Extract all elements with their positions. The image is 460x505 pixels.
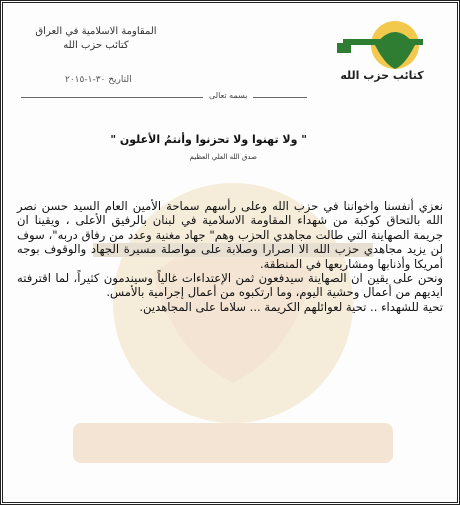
body-paragraph-1: نعزي أنفسنا واخواننا في حزب الله وعلى رأسهم سماحة الأمين العام السيد حسن نصر الله بالتحاق كوكبة من شهداء المقاومة الاسلامية في لبنان بالرفيق الأعلى ، ويقينا ان جريمة الصهاينة التي طالت مجاهدي الحزب وهم" جهاد مغنية وعدد من رفاق دربه"، سوف لن يزيد مجاهدي حزب الله الا اصرارا وصلابة على مواصلة مسيرة الجهاد والوقوف بوجه أمريكا وأذنابها ومشاريعها في المنطقة. (17, 199, 443, 271)
quran-quote: " ولا تهنوا ولا تحزنوا وأنتمُ الأعلون " (110, 133, 307, 146)
document-date: التاريخ ٣٠-١-٢٠١٥ (65, 75, 132, 85)
header-divider (21, 97, 307, 98)
body-paragraph-2: ونحن على يقين ان الصهاينة سيدفعون ثمن الإعتداءات غالياً وسيندمون كثيراً، لما اقترفته ايديهم من أعمال وحشية اليوم، وما ارتكبوه من أعمال إجرامية بالأمس. (17, 271, 443, 300)
quote-source: صدق الله العلي العظيم (189, 153, 257, 161)
document-body (17, 199, 443, 314)
logo-name: كتائب حزب الله (340, 69, 424, 82)
org-line-1: المقاومة الاسلامية في العراق (35, 26, 157, 37)
subject-heading: بسمه تعالى (203, 91, 253, 100)
org-line-2: كتائب حزب الله (63, 40, 129, 51)
organization-header (21, 25, 171, 53)
body-paragraph-3: تحية للشهداء .. تحية لعوائلهم الكريمة ... سلاما على المجاهدين. (139, 299, 443, 314)
